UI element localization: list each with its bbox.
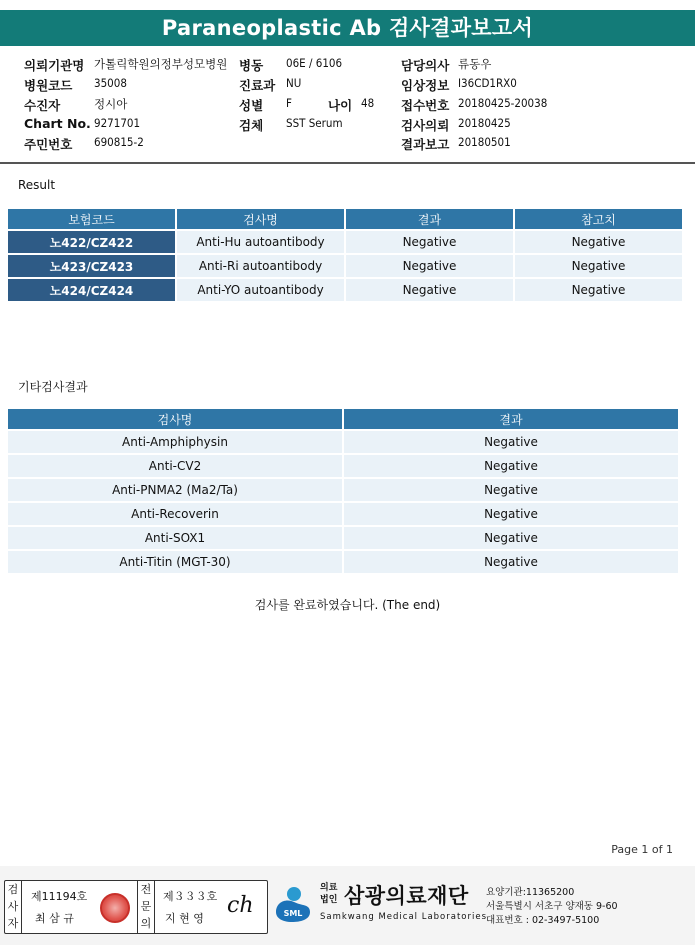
test-name: Anti-Hu autoantibody (177, 231, 344, 253)
table-row (8, 527, 678, 549)
table-row (8, 503, 678, 525)
test-name: Anti-PNMA2 (Ma2/Ta) (8, 479, 342, 501)
table-row (8, 255, 682, 277)
reviewer-name: 지 현 영 (165, 912, 204, 925)
institution-value: 가톨릭학원의정부성모병원 (94, 57, 228, 71)
test-name: Anti-YO autoantibody (177, 279, 344, 301)
clinical-info-label: 임상정보 (401, 78, 450, 93)
specimen-label: 검체 (239, 118, 264, 133)
other-results-table (6, 407, 680, 575)
reviewer-signature: ch (227, 893, 254, 918)
doctor-value: 류동우 (458, 57, 492, 71)
test-name: Anti-Ri autoantibody (177, 255, 344, 277)
reviewer-license: 제３３３호 (163, 890, 218, 903)
org-prefix-bottom: 법인 (320, 895, 338, 905)
test-result: Negative (344, 551, 678, 573)
tester-label: 검사자 (5, 881, 22, 933)
test-name: Anti-Titin (MGT-30) (8, 551, 342, 573)
dept-value: NU (286, 76, 302, 90)
table-row (8, 231, 682, 253)
reviewer-label: 전문의 (137, 881, 155, 933)
tester-license: 제11194호 (31, 890, 88, 903)
col-header-code: 보험코드 (8, 209, 175, 229)
info-row-5 (0, 135, 695, 155)
result-section-title: Result (18, 178, 56, 192)
age-value: 48 (361, 96, 375, 110)
sex-label: 성별 (239, 98, 264, 113)
table-row (8, 279, 682, 301)
result-header-row (8, 209, 682, 229)
chart-no-label: Chart No. (24, 116, 91, 131)
organization-english: Samkwang Medical Laboratories (320, 912, 488, 922)
info-row-2 (0, 76, 695, 96)
resident-no-value: 690815-2 (94, 135, 144, 149)
insurance-code: 노422/CZ422 (8, 231, 175, 253)
table-row (8, 455, 678, 477)
test-result: Negative (344, 431, 678, 453)
col-header-test: 검사명 (177, 209, 344, 229)
test-result: Negative (344, 503, 678, 525)
result-table (6, 207, 684, 303)
age-label: 나이 (328, 98, 353, 113)
test-name: Anti-Recoverin (8, 503, 342, 525)
specimen-value: SST Serum (286, 116, 343, 130)
test-name: Anti-SOX1 (8, 527, 342, 549)
hospital-code-label: 병원코드 (24, 78, 73, 93)
test-result: Negative (344, 455, 678, 477)
test-result: Negative (346, 255, 513, 277)
organization-phone: 대표번호 : 02-3497-5100 (486, 915, 600, 926)
reference-value: Negative (515, 231, 682, 253)
reference-value: Negative (515, 255, 682, 277)
test-name: Anti-CV2 (8, 455, 342, 477)
page-number: Page 1 of 1 (611, 843, 673, 856)
other-section-title: 기타검사결과 (18, 380, 88, 394)
header-divider (0, 162, 695, 164)
test-result: Negative (344, 527, 678, 549)
ward-value: 06E / 6106 (286, 56, 343, 70)
info-row-4 (0, 116, 695, 136)
col-header-test: 검사명 (8, 409, 342, 429)
request-date-value: 20180425 (458, 116, 511, 130)
col-header-result: 결과 (346, 209, 513, 229)
doctor-label: 담당의사 (401, 58, 450, 73)
info-row-1 (0, 56, 695, 76)
reference-value: Negative (515, 279, 682, 301)
organization-name: 삼광의료재단 (344, 884, 469, 908)
table-row (8, 551, 678, 573)
col-header-ref: 참고치 (515, 209, 682, 229)
resident-no-label: 주민번호 (24, 137, 73, 152)
insurance-code: 노424/CZ424 (8, 279, 175, 301)
report-title: Paraneoplastic Ab 검사결과보고서 (0, 10, 695, 46)
table-row (8, 479, 678, 501)
test-name: Anti-Amphiphysin (8, 431, 342, 453)
institution-code: 요양기관:11365200 (486, 887, 575, 898)
accession-label: 접수번호 (401, 98, 450, 113)
patient-label: 수진자 (24, 98, 61, 113)
tester-name: 최 삼 규 (35, 912, 74, 925)
request-date-label: 검사의뢰 (401, 118, 450, 133)
organization-address: 서울특별시 서초구 양재동 9-60 (486, 901, 618, 912)
chart-no-value: 9271701 (94, 116, 141, 130)
report-date-value: 20180501 (458, 135, 511, 149)
hospital-code-value: 35008 (94, 76, 127, 90)
col-header-result: 결과 (344, 409, 678, 429)
other-header-row (8, 409, 678, 429)
patient-value: 정시아 (94, 97, 128, 111)
signature-box (4, 880, 268, 934)
table-row (8, 431, 678, 453)
sex-value: F (286, 96, 292, 110)
report-date-label: 결과보고 (401, 137, 450, 152)
test-result: Negative (346, 279, 513, 301)
ward-label: 병동 (239, 58, 264, 73)
accession-value: 20180425-20038 (458, 96, 548, 110)
clinical-info-value: I36CD1RX0 (458, 76, 517, 90)
sml-logo-icon (272, 884, 312, 924)
end-note: 검사를 완료하였습니다. (The end) (254, 598, 441, 612)
test-result: Negative (346, 231, 513, 253)
tester-seal-icon (100, 893, 130, 923)
insurance-code: 노423/CZ423 (8, 255, 175, 277)
org-prefix-top: 의료 (320, 883, 338, 893)
test-result: Negative (344, 479, 678, 501)
dept-label: 진료과 (239, 78, 276, 93)
sml-logo-text: SML (283, 909, 303, 918)
institution-label: 의뢰기관명 (24, 58, 85, 73)
info-row-3 (0, 96, 695, 116)
